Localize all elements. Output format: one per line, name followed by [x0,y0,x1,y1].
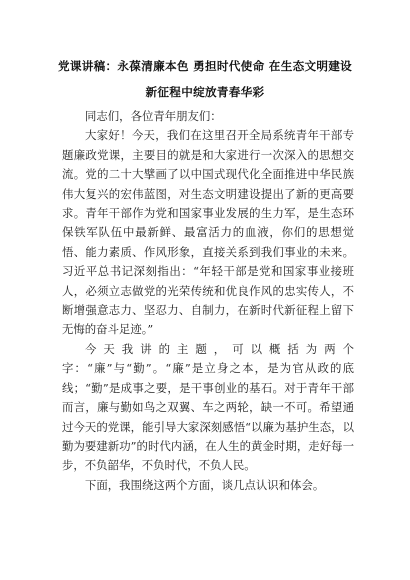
document-body [62,107,354,495]
document-title [0,58,410,74]
paragraph-3: 下面，我围绕这两个方面，谈几点认识和体会。 [85,477,325,492]
paragraph-1: 大家好！今天，我们在这里召开全局系统青年干部专题廉政党课，主要目的就是和大家进行一次深入的思想交流。党的二十大擘画了以中国式现代化全面推进中华民族伟大复兴的宏伟蓝图，对生态文明建设提出了新的更高要求。青年干部作为党和国家事业发展的生力军，是生态环保铁军队伍中最新鲜、最富活力的血液，你们的思想觉悟、能力素质、作风形象，直接关系到我们事业的未来。习近平总书记深刻指出：“年轻干部是党和国家事业接班人，必须立志做党的光荣传统和优良作风的忠实传人，不断增强意志力、坚忍力、自制力，在新时代新征程上留下无悔的奋斗足迹。” [62,128,354,337]
title-line-2: 新征程中绽放青春华彩 [145,85,265,99]
greeting: 同志们，各位青年朋友们： [85,109,222,123]
title-line-1: 党课讲稿：永葆清廉本色 勇担时代使命 在生态文明建设 [57,59,353,73]
paragraph-2: 今天我讲的主题，可以概括为两个字：“廉”与“勤”。“廉”是立身之本，是为官从政的底线；“勤”是成事之要，是干事创业的基石。对于青年干部而言，廉与勤如鸟之双翼、车之两轮，缺一不可。希望通过今天的党课，能引导大家深刻感悟“以廉为基护生态，以勤为要建新功”的时代内涵，在人生的黄金时期，走好每一步，不负韶华，不负时代，不负人民。 [62,341,354,473]
document-title-continued [0,84,410,100]
